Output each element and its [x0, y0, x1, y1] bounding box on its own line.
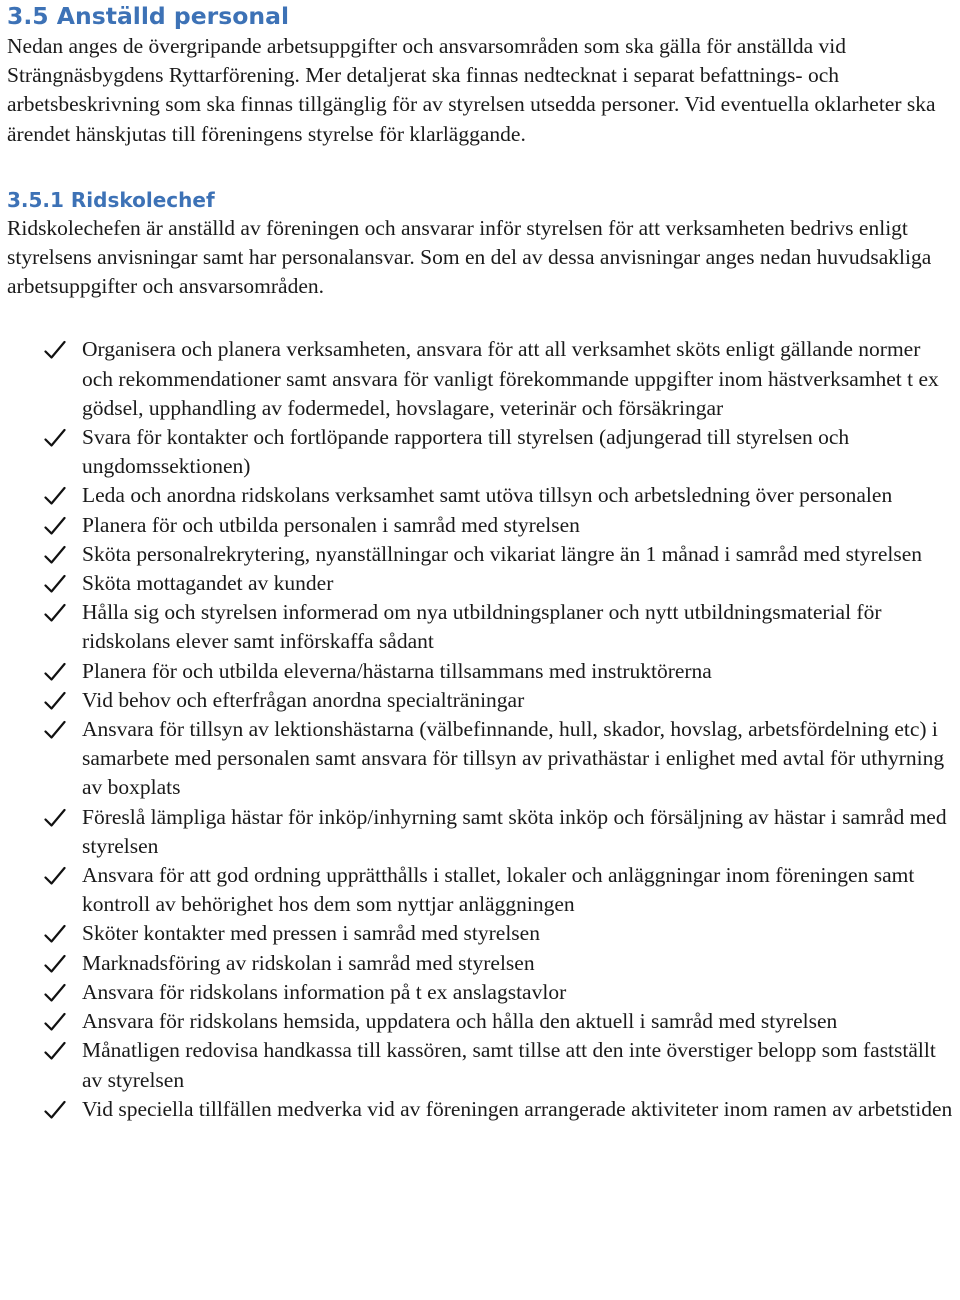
checklist-item — [7, 335, 955, 423]
checklist-item-text: Ansvara för tillsyn av lektionshästarna (välbefinnande, hull, skador, hovslag, arbetsfördelning etc) i samarbete med personalen samt ansvara för tillsyn av privathästar i enlighet med avtal för uthyrning av boxplats — [82, 717, 945, 800]
checklist-item-text: Leda och anordna ridskolans verksamhet samt utöva tillsyn och arbetsledning över personalen — [82, 483, 893, 508]
checklist-item — [7, 1095, 955, 1124]
checklist-item-text: Sköter kontakter med pressen i samråd med styrelsen — [82, 921, 540, 946]
checklist-item — [7, 569, 955, 598]
check-mark-icon — [44, 573, 66, 593]
check-mark-icon — [44, 544, 66, 564]
check-mark-icon — [44, 982, 66, 1002]
checklist-item-text: Vid behov och efterfrågan anordna specialträningar — [82, 687, 525, 712]
checklist-item — [7, 481, 955, 510]
checklist-item — [7, 1036, 955, 1094]
check-mark-icon — [44, 807, 66, 827]
check-mark-icon — [44, 923, 66, 943]
checklist-item-text: Sköta mottagandet av kunder — [82, 571, 334, 596]
check-mark-icon — [44, 865, 66, 885]
check-mark-icon — [44, 690, 66, 710]
checklist-item-text: Månatligen redovisa handkassa till kassören, samt tillse att den inte överstiger belopp som fastställt av styrelsen — [82, 1038, 936, 1092]
checklist-item — [7, 657, 955, 686]
checklist-item-text: Föreslå lämpliga hästar för inköp/inhyrning samt sköta inköp och försäljning av hästar i samråd med styrelsen — [82, 804, 947, 858]
check-mark-icon — [44, 602, 66, 622]
responsibilities-checklist — [7, 335, 955, 1123]
subsection-intro-paragraph: Ridskolechefen är anställd av föreningen och ansvarar inför styrelsen för att verksamheten bedrivs enligt styrelsens anvisningar samt har personalansvar. Som en del av dessa anvisningar anges nedan huvudsakliga arbetsuppgifter och ansvarsområden. — [7, 215, 932, 299]
checklist-item — [7, 511, 955, 540]
checklist-item — [7, 423, 955, 481]
checklist-item-text: Organisera och planera verksamheten, ansvara för att all verksamhet sköts enligt gällande normer och rekommendationer samt ansvara för vanligt förekommande uppgifter inom hästverksamhet t ex gödsel, upphandling av fodermedel, hovslagare, veterinär och försäkringar — [82, 337, 939, 420]
checklist-item-text: Ansvara för ridskolans information på t ex anslagstavlor — [82, 979, 567, 1004]
section-heading: 3.5 Anställd personal — [7, 2, 290, 30]
checklist-item — [7, 540, 955, 569]
checklist-item-text: Sköta personalrekrytering, nyanställningar och vikariat längre än 1 månad i samråd med styrelsen — [82, 541, 923, 566]
checklist-item-text: Ansvara för ridskolans hemsida, uppdatera och hålla den aktuell i samråd med styrelsen — [82, 1009, 838, 1034]
checklist-item-text: Svara för kontakter och fortlöpande rapportera till styrelsen (adjungerad till styrelsen och ungdomssektionen) — [82, 425, 850, 479]
checklist-item — [7, 686, 955, 715]
check-mark-icon — [44, 953, 66, 973]
check-mark-icon — [44, 1011, 66, 1031]
checklist-item — [7, 978, 955, 1007]
check-mark-icon — [44, 427, 66, 447]
checklist-item — [7, 919, 955, 948]
checklist-item-text: Hålla sig och styrelsen informerad om nya utbildningsplaner och nytt utbildningsmaterial för ridskolans elever samt införskaffa sådant — [82, 600, 882, 654]
checklist-item-text: Ansvara för att god ordning upprätthålls i stallet, lokaler och anläggningar inom föreningen samt kontroll av behörighet hos dem som nyttjar anläggningen — [82, 863, 915, 917]
check-mark-icon — [44, 661, 66, 681]
check-mark-icon — [44, 1040, 66, 1060]
check-mark-icon — [44, 485, 66, 505]
check-mark-icon — [44, 719, 66, 739]
check-mark-icon — [44, 1099, 66, 1119]
checklist-item — [7, 715, 955, 803]
checklist-item — [7, 861, 955, 919]
document-page — [7, 0, 955, 1124]
checklist-item-text: Planera för och utbilda personalen i samråd med styrelsen — [82, 512, 580, 537]
checklist-item — [7, 598, 955, 656]
checklist-item-text: Marknadsföring av ridskolan i samråd med styrelsen — [82, 950, 535, 975]
checklist-item — [7, 803, 955, 861]
checklist-item-text: Planera för och utbilda eleverna/hästarna tillsammans med instruktörerna — [82, 658, 712, 683]
subsection-heading: 3.5.1 Ridskolechef — [7, 187, 215, 212]
checklist-item-text: Vid speciella tillfällen medverka vid av föreningen arrangerade aktiviteter inom ramen av arbetstiden — [82, 1096, 953, 1121]
checklist-item — [7, 1007, 955, 1036]
check-mark-icon — [44, 339, 66, 359]
check-mark-icon — [44, 515, 66, 535]
checklist-item — [7, 949, 955, 978]
section-intro-paragraph: Nedan anges de övergripande arbetsuppgifter och ansvarsområden som ska gälla för anställda vid Strängnäsbygdens Ryttarförening. Mer detaljerat ska finnas nedtecknat i separat befattnings- och arbetsbeskrivning som ska finnas tillgänglig för av styrelsen utsedda personer. Vid eventuella oklarheter ska ärendet hänskjutas till föreningens styrelse för klarläggande. — [7, 34, 936, 146]
